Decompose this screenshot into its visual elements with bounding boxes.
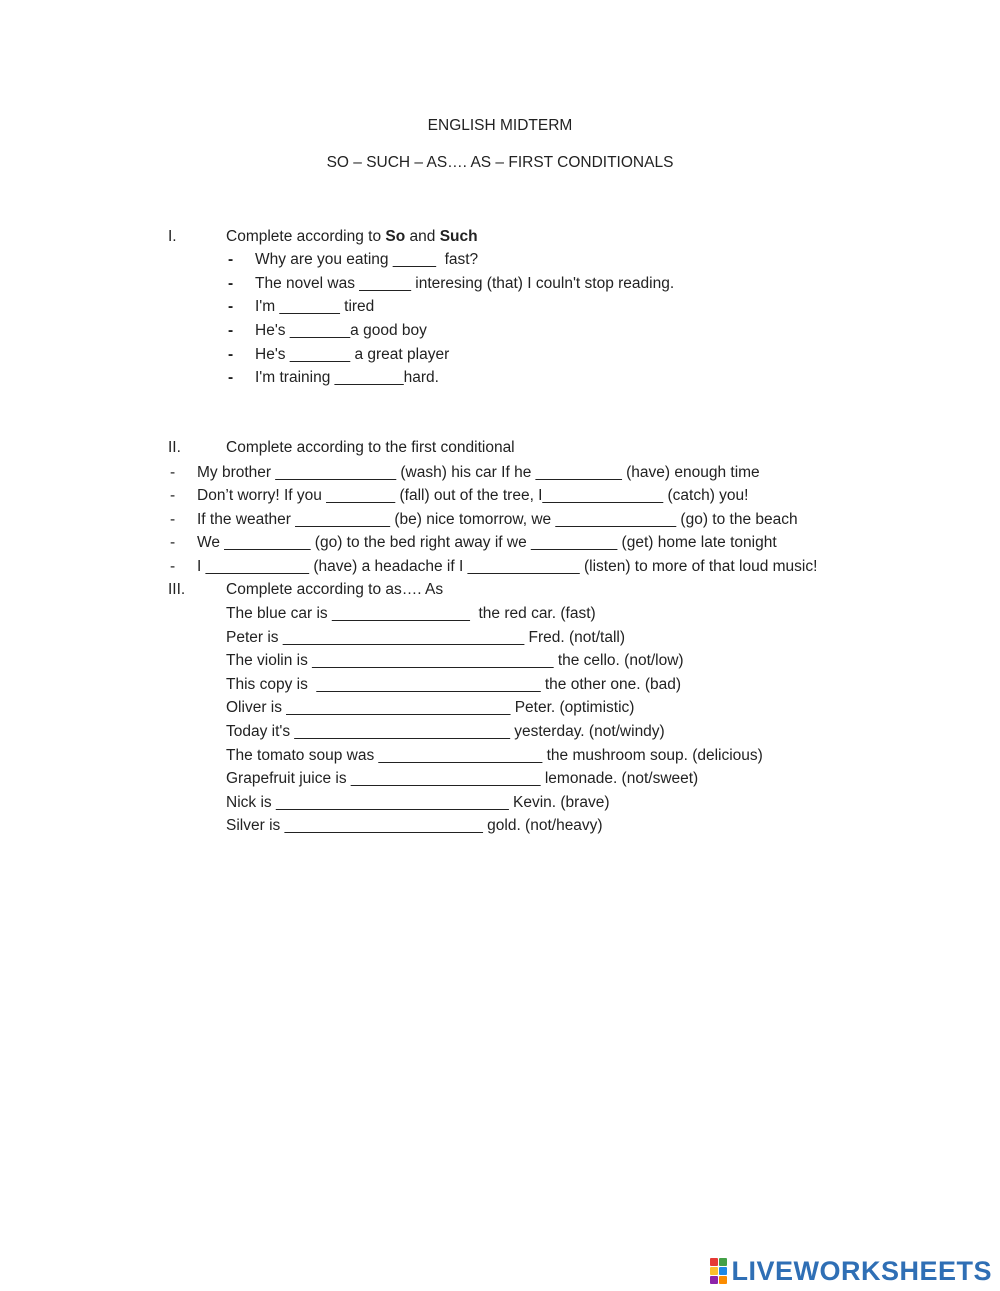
section-2-heading: Complete according to the first conditional (226, 439, 515, 456)
section-3-item: The blue car is ________________ the red car. (fast) (226, 605, 596, 622)
section-2-item: If the weather ___________ (be) nice tomorrow, we ______________ (go) to the beach (197, 511, 798, 528)
section-2-item: Don’t worry! If you ________ (fall) out of the tree, I______________ (catch) you! (197, 487, 749, 504)
bullet: - (170, 487, 176, 504)
bullet: - (228, 322, 234, 339)
bullet: - (228, 251, 234, 268)
logo-block (710, 1276, 718, 1284)
section-3-item: Grapefruit juice is ______________________ lemonade. (not/sweet) (226, 770, 699, 787)
section-1-item: The novel was ______ interesing (that) I couln't stop reading. (255, 275, 675, 292)
section-1-item: He's _______a good boy (255, 322, 427, 339)
section-3-heading: Complete according to as…. As (226, 581, 444, 598)
section-1-heading: Complete according to So and Such (226, 228, 478, 245)
section-1-item: Why are you eating _____ fast? (255, 251, 479, 268)
section-2-item: My brother ______________ (wash) his car If he __________ (have) enough time (197, 464, 760, 481)
section-3-item: Nick is ___________________________ Kevin. (brave) (226, 794, 610, 811)
section-3-item: The violin is ____________________________ the cello. (not/low) (226, 652, 684, 669)
section-2-item: We __________ (go) to the bed right away if we __________ (get) home late tonight (197, 534, 777, 551)
section-2-item: I ____________ (have) a headache if I _____________ (listen) to more of that loud music! (197, 558, 818, 575)
logo-block (719, 1258, 727, 1266)
section-3-numeral: III. (168, 581, 186, 598)
section-1-numeral: I. (168, 228, 177, 245)
logo-block (719, 1276, 727, 1284)
section-3-item: This copy is __________________________ the other one. (bad) (226, 676, 682, 693)
section-2-numeral: II. (168, 439, 181, 456)
section-3-item: Oliver is __________________________ Peter. (optimistic) (226, 699, 635, 716)
logo-block (719, 1267, 727, 1275)
bullet: - (170, 558, 176, 575)
logo-block (710, 1258, 718, 1266)
section-3-item: Today it's _________________________ yesterday. (not/windy) (226, 723, 665, 740)
document-subtitle: SO – SUCH – AS…. AS – FIRST CONDITIONALS (326, 154, 674, 171)
bullet: - (170, 534, 176, 551)
bullet: - (228, 275, 234, 292)
section-3-item: Silver is _______________________ gold. (not/heavy) (226, 817, 603, 834)
logo-text: LIVEWORKSHEETS (731, 1255, 992, 1286)
bullet: - (228, 298, 234, 315)
bullet: - (170, 464, 176, 481)
section-1-item: I'm training ________hard. (255, 369, 439, 386)
bullet: - (228, 346, 234, 363)
logo-blocks-icon (710, 1258, 727, 1284)
bullet: - (228, 369, 234, 386)
section-3-item: Peter is ____________________________ Fred. (not/tall) (226, 629, 626, 646)
document-title: ENGLISH MIDTERM (427, 117, 573, 134)
section-3-item: The tomato soup was ___________________ the mushroom soup. (delicious) (226, 747, 763, 764)
logo-block (710, 1267, 718, 1275)
bullet: - (170, 511, 176, 528)
section-1-item: He's _______ a great player (255, 346, 450, 363)
section-1-item: I'm _______ tired (255, 298, 375, 315)
liveworksheets-logo (710, 1256, 992, 1286)
